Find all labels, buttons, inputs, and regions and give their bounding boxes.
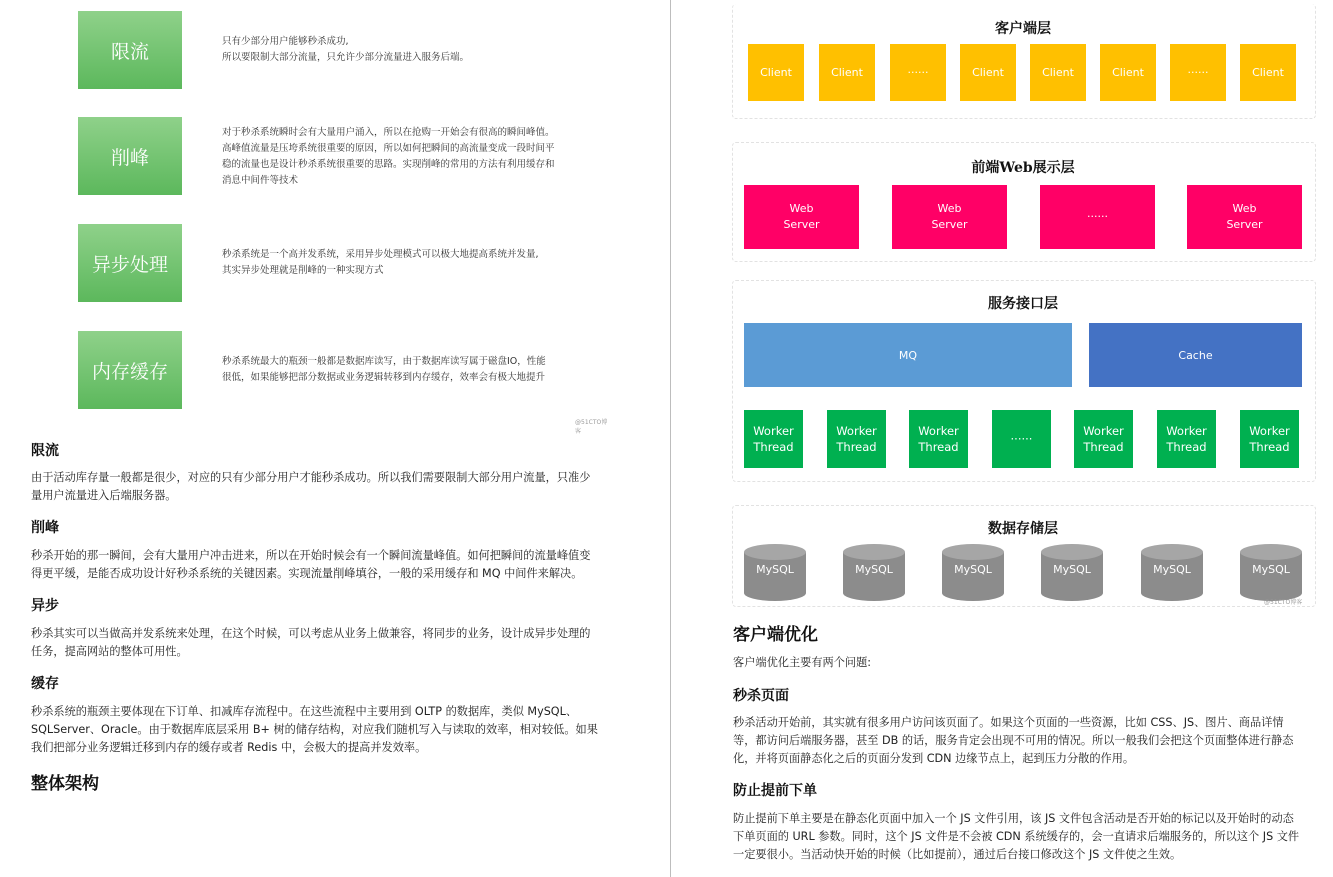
db-label: MySQL: [855, 563, 893, 576]
section-title: 削峰: [31, 520, 59, 536]
strategy-desc: [222, 34, 572, 66]
client-box: Client: [1240, 44, 1296, 101]
client-box: Client: [1030, 44, 1086, 101]
page-divider: [670, 0, 671, 877]
strategy-desc: [222, 247, 572, 279]
para-line: 我们把部分业务逻辑迁移到内存的缓存或者 Redis 中，会极大的提高并发效率。: [31, 741, 427, 754]
client-optimization-heading: 客户端优化: [733, 625, 818, 645]
box-line: Worker: [1083, 424, 1124, 438]
strategy-row-rate-limit: [78, 11, 608, 91]
worker-thread-box: [909, 410, 968, 468]
desc-line: 所以要限制大部分流量，只允许少部分流量进入服务后端。: [222, 52, 470, 63]
watermark: @51CTO博客: [1264, 599, 1303, 606]
para-line: 任务，提高网站的整体可用性。: [31, 645, 188, 658]
mysql-database-icon: [744, 544, 806, 601]
section-title: 异步: [31, 598, 59, 614]
section-paragraph: [733, 714, 1293, 768]
box-line: Thread: [753, 440, 794, 454]
intro-paragraph: 客户端优化主要有两个问题:: [733, 656, 872, 669]
para-line: 秒杀活动开始前，其实就有很多用户访问该页面了。如果这个页面的一些资源，比如 CSS、JS、图片、商品详情: [733, 716, 1284, 729]
box-line: Server: [931, 218, 968, 231]
box-line: Web: [1232, 202, 1257, 215]
box-line: Worker: [753, 424, 794, 438]
web-server-box: [892, 185, 1007, 249]
para-line: 由于活动库存量一般都是很少，对应的只有少部分用户才能秒杀成功。所以我们需要限制大部分用户流量，只准少: [31, 471, 591, 484]
para-line: 等，都访问后端服务器，甚至 DB 的话，服务肯定会出现不可用的情况。所以一般我们会把这个页面整体进行静态: [733, 734, 1294, 747]
section-title: 缓存: [31, 676, 59, 692]
para-line: 秒杀其实可以当做高并发系统来处理，在这个时候，可以考虑从业务上做兼容，将同步的业务，设计成异步处理的: [31, 627, 591, 640]
client-box: ······: [1170, 44, 1226, 101]
worker-thread-box: [744, 410, 803, 468]
mysql-database-icon: [1240, 544, 1302, 601]
box-line: Thread: [1083, 440, 1124, 454]
desc-line: 只有少部分用户能够秒杀成功,: [222, 36, 349, 47]
client-box: Client: [1100, 44, 1156, 101]
section-paragraph: [31, 547, 590, 583]
web-server-box: [1040, 185, 1155, 249]
desc-line: 秒杀系统是一个高并发系统，采用异步处理模式可以极大地提高系统并发量,: [222, 249, 539, 260]
worker-thread-box: [1240, 410, 1299, 468]
layer-title: 前端Web展示层: [971, 160, 1075, 176]
strategy-box: 内存缓存: [78, 331, 182, 409]
client-box: ······: [890, 44, 946, 101]
web-server-box: [744, 185, 859, 249]
strategy-box: 异步处理: [78, 224, 182, 302]
mq-box: MQ: [744, 323, 1072, 387]
strategy-row-memory-cache: [78, 331, 608, 411]
worker-thread-box: [827, 410, 886, 468]
layer-title: 数据存储层: [988, 521, 1058, 537]
db-label: MySQL: [954, 563, 992, 576]
box-line: Worker: [836, 424, 877, 438]
para-line: 一定要很小。当活动快开始的时候（比如提前），通过后台接口修改这个 JS 文件使之生效。: [733, 848, 1182, 861]
para-line: 得更平缓，是能否成功设计好秒杀系统的关键因素。实现流量削峰填谷，一般的采用缓存和 MQ 中间件来解决。: [31, 567, 583, 580]
box-line: Web: [937, 202, 962, 215]
watermark: @51CTO博客: [575, 419, 608, 435]
section-paragraph: [31, 703, 598, 757]
para-line: 量用户流量进入后端服务器。: [31, 489, 177, 502]
worker-thread-box: [1157, 410, 1216, 468]
box-line: ······: [1087, 210, 1108, 223]
db-label: MySQL: [1053, 563, 1091, 576]
strategy-desc: [222, 354, 572, 386]
box-line: Thread: [1249, 440, 1290, 454]
section-title: 秒杀页面: [733, 688, 789, 704]
para-line: SQLServer、Oracle。由于数据库底层采用 B+ 树的储存结构，对应我们随机写入与读取的效率，相对较低。如果: [31, 723, 598, 736]
box-line: Web: [789, 202, 814, 215]
section-paragraph: [31, 625, 590, 661]
client-box: Client: [819, 44, 875, 101]
strategy-row-peak-shaving: [78, 117, 608, 197]
client-box: Client: [748, 44, 804, 101]
box-line: Worker: [1249, 424, 1290, 438]
para-line: 秒杀开始的那一瞬间，会有大量用户冲击进来，所以在开始时候会有一个瞬间流量峰值。如何把瞬间的流量峰值变: [31, 549, 591, 562]
para-line: 秒杀系统的瓶颈主要体现在下订单、扣减库存流程中。在这些流程中主要用到 OLTP 的数据库，类似 MySQL、: [31, 705, 578, 718]
box-line: Server: [783, 218, 820, 231]
db-label: MySQL: [1153, 563, 1191, 576]
overall-architecture-heading: 整体架构: [31, 774, 99, 794]
db-label: MySQL: [1252, 563, 1290, 576]
desc-line: 稳的流量也是设计秒杀系统很重要的思路。实现削峰的常用的方法有利用缓存和: [222, 159, 555, 170]
mysql-database-icon: [1141, 544, 1203, 601]
mysql-database-icon: [843, 544, 905, 601]
mysql-database-icon: [1041, 544, 1103, 601]
box-line: Thread: [1166, 440, 1207, 454]
box-line: Worker: [1166, 424, 1207, 438]
strategy-box: 限流: [78, 11, 182, 89]
right-page: [672, 0, 1333, 877]
section-title: 限流: [31, 443, 59, 459]
box-line: Server: [1226, 218, 1263, 231]
section-paragraph: [733, 810, 1299, 864]
desc-line: 高峰值流量是压垮系统很重要的原因，所以如何把瞬间的高流量变成一段时间平: [222, 143, 555, 154]
worker-thread-box: [1074, 410, 1133, 468]
para-line: 化，并将页面静态化之后的页面分发到 CDN 边缘节点上，起到压力分散的作用。: [733, 752, 1135, 765]
section-title: 防止提前下单: [733, 783, 817, 799]
desc-line: 其实异步处理就是削峰的一种实现方式: [222, 265, 384, 276]
strategy-row-async: [78, 224, 608, 304]
db-label: MySQL: [756, 563, 794, 576]
architecture-diagram: [732, 0, 1314, 610]
para-line: 防止提前下单主要是在静态化页面中加入一个 JS 文件引用，该 JS 文件包含活动是否开始的标记以及开始时的动态: [733, 812, 1294, 825]
box-line: Worker: [918, 424, 959, 438]
strategy-box: 削峰: [78, 117, 182, 195]
section-paragraph: [31, 469, 590, 505]
desc-line: 很低，如果能够把部分数据或业务逻辑转移到内存缓存，效率会有极大地提升: [222, 372, 546, 383]
strategy-desc: [222, 125, 572, 189]
box-line: Thread: [918, 440, 959, 454]
layer-title: 服务接口层: [988, 296, 1058, 312]
para-line: 下单页面的 URL 参数。同时，这个 JS 文件是不会被 CDN 系统缓存的，会一直请求后端服务的，所以这个 JS 文件: [733, 830, 1300, 843]
web-server-box: [1187, 185, 1302, 249]
desc-line: 消息中间件等技术: [222, 175, 299, 186]
cache-box: Cache: [1089, 323, 1302, 387]
desc-line: 秒杀系统最大的瓶颈一般都是数据库读写，由于数据库读写属于磁盘IO，性能: [222, 356, 546, 367]
worker-thread-box: [992, 410, 1051, 468]
strategy-figure: [30, 0, 608, 435]
client-box: Client: [960, 44, 1016, 101]
mysql-database-icon: [942, 544, 1004, 601]
layer-title: 客户端层: [995, 21, 1051, 37]
box-line: Thread: [836, 440, 877, 454]
box-line: ······: [1010, 432, 1033, 446]
desc-line: 对于秒杀系统瞬时会有大量用户涌入，所以在抢购一开始会有很高的瞬间峰值。: [222, 127, 555, 138]
